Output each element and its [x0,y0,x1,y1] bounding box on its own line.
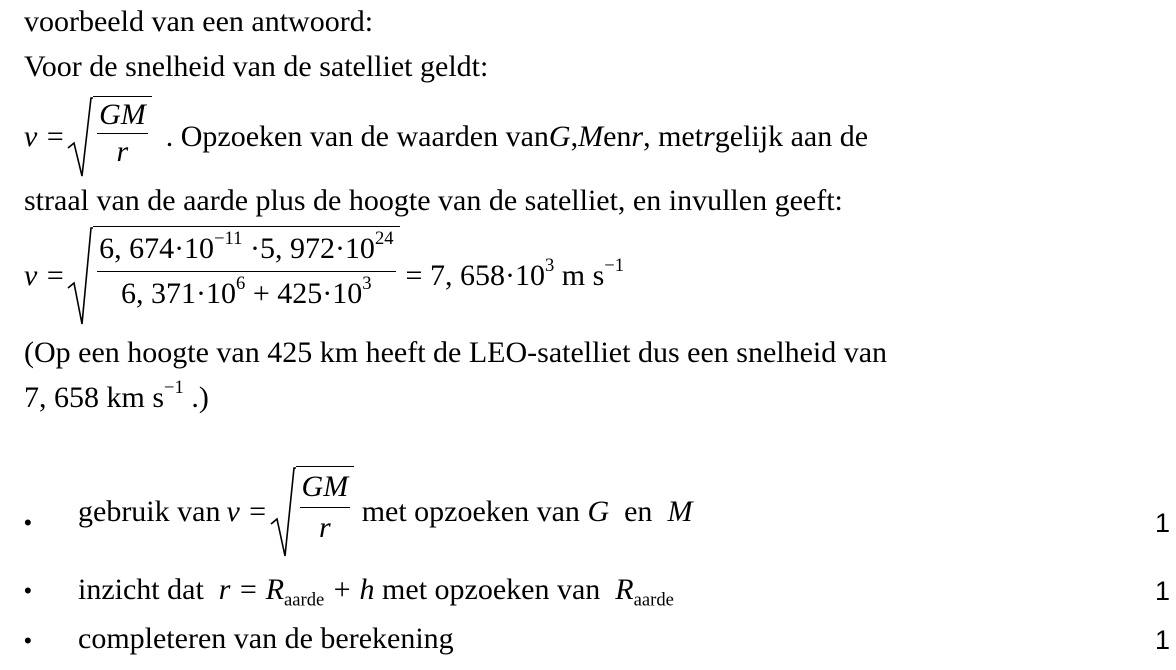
numeric-denominator: 6, $371\cdot 10^6 + 425\cdot 10^3$ [121,273,372,310]
sqrt-symbol [67,96,152,178]
numeric-fraction [93,226,399,326]
criterion-1-en: en [609,495,668,528]
criterion-1-post: met opzoeken van [354,495,588,528]
fraction-numerator: GM [97,97,148,134]
criterion-1 [78,466,692,558]
criterion-1-v: v = [226,495,268,528]
formula-text-a: . Opzoeken van de waarden van [165,120,549,153]
sqrt-symbol-3 [270,466,355,558]
symbol-r: r [631,120,644,153]
criterion-2-pre: inzicht dat [78,573,219,606]
criterion-3: completeren van de berekening [78,622,454,655]
criterion-2 [78,573,674,611]
conclusion-value: 7, 658 km $s^{-1}$ .) [24,377,209,414]
met-text: , met [643,120,704,153]
formula-lhs: v = [24,120,66,153]
criterion-2-equation: $r = R_{aarde} + h$ [218,573,375,611]
score-1: 1 [1155,508,1171,538]
symbol-G: G [548,120,571,153]
score-2: 1 [1155,576,1171,606]
conclusion-text: (Op een hoogte van 425 km heeft de LEO-satelliet dus een snelheid van [24,336,888,369]
comma-text: , [570,120,579,153]
symbol-r-2: r [703,120,715,153]
bullet-symbol: • [24,510,32,535]
en-text: en [603,120,632,153]
criterion-1-numerator: GM [300,467,351,508]
formula-tail-text: gelijk aan de [714,120,869,153]
bullet-symbol: • [24,578,32,603]
intro-text: voorbeeld van een antwoord: [24,5,374,38]
criterion-2-post: met opzoeken van [374,573,616,606]
criterion-1-G: G [587,495,610,528]
numeric-velocity-formula [24,226,624,326]
formula2-lhs: v = [24,259,66,292]
fraction-denominator: r [116,135,129,168]
criterion-1-fraction [296,466,355,558]
criterion-1-M: M [667,495,693,528]
gm-over-r-fraction [93,96,152,178]
bullet-symbol: • [24,628,32,653]
result-value: = 7, $658\cdot 10^3$ m $s^{-1}$ [405,255,625,292]
velocity-intro-text: Voor de snelheid van de satelliet geldt: [24,50,489,83]
criterion-1-denominator: r [319,511,331,544]
criterion-1-pre: gebruik van [78,495,221,528]
velocity-formula-line [24,96,868,178]
sqrt-symbol-2 [67,226,399,326]
substitution-text: straal van de aarde plus de hoogte van de satelliet, en invullen geeft: [24,184,843,217]
criterion-2-R: $R_{aarde}$ [615,573,674,611]
symbol-M: M [578,120,604,153]
score-3: 1 [1155,625,1171,655]
numeric-numerator: 6, $674\cdot 10^{-11} \cdot 5$, $972\cdot 10^{24}$ [97,227,395,272]
